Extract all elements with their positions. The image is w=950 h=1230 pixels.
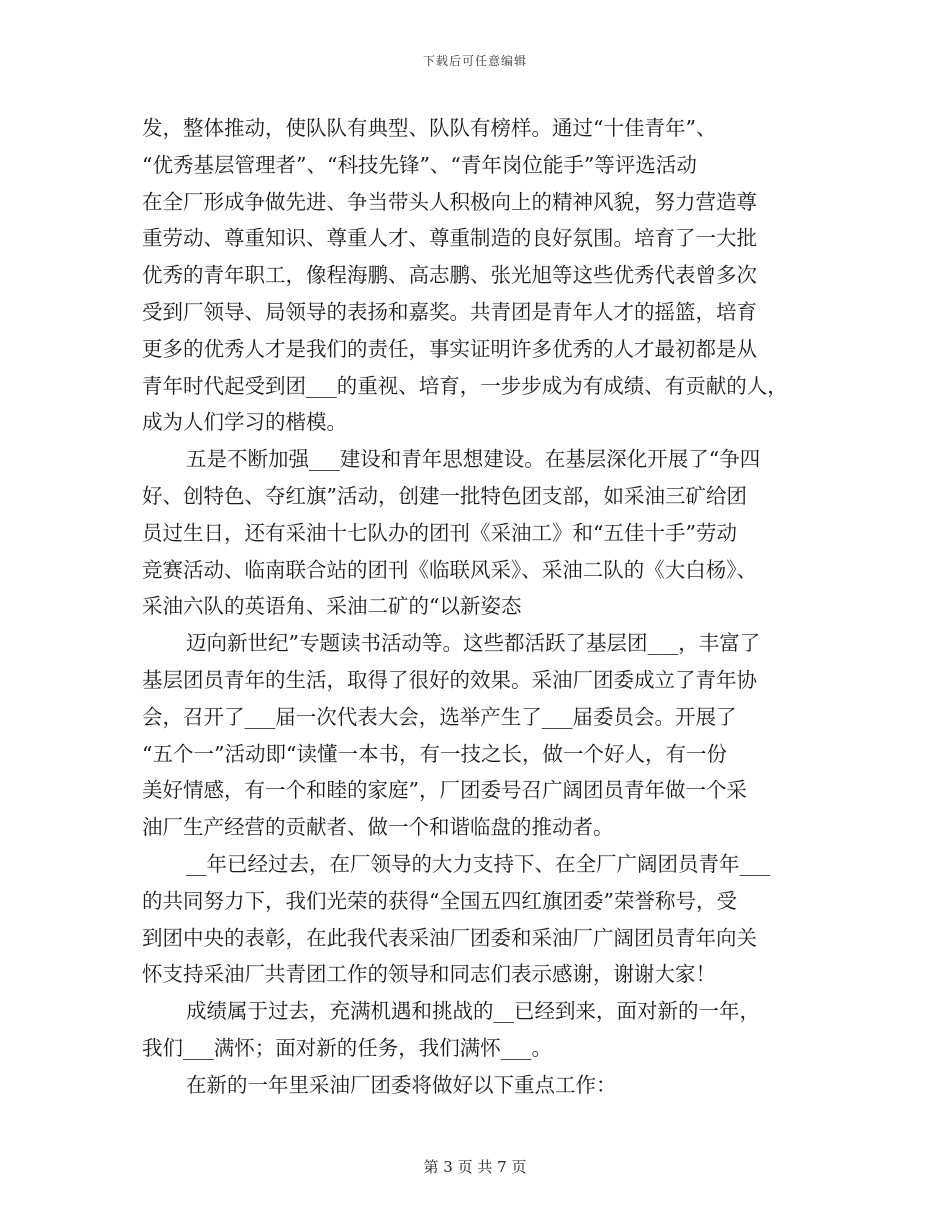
text-line: 更多的优秀人才是我们的责任，事实证明许多优秀的人才最初都是从 [142, 336, 757, 361]
text-line: 到团中央的表彰，在此我代表采油厂团委和采油厂广阔团员青年向关 [142, 925, 757, 950]
text-line: 五是不断加强___建设和青年思想建设。在基层深化开展了“争四 [186, 447, 761, 472]
text-line: 怀支持采油厂共青团工作的领导和同志们表示感谢，谢谢大家！ [142, 962, 716, 987]
text-line: 好、创特色、夺红旗”活动，创建一批特色团支部，如采油三矿给团 [142, 483, 747, 508]
text-line: 油厂生产经营的贡献者、做一个和谐临盘的推动者。 [142, 815, 614, 840]
text-line: 成绩属于过去，充满机遇和挑战的__已经到来，面对新的一年， [186, 999, 760, 1024]
text-line: 竞赛活动、临南联合站的团刊《临联风采》、采油二队的《大白杨》、 [142, 557, 757, 582]
page-header-note: 下载后可任意编辑 [422, 54, 527, 68]
text-line: 基层团员青年的生活，取得了很好的效果。采油厂团委成立了青年协 [142, 667, 757, 692]
document-body [142, 110, 814, 1104]
text-line: 美好情感，有一个和睦的家庭”，厂团委号召广阔团员青年做一个采 [142, 778, 747, 803]
text-line: 重劳动、尊重知识、尊重人才、尊重制造的良好氛围。培育了一大批 [142, 226, 757, 251]
page-number-footer: 第 3 页 共 7 页 [423, 1158, 527, 1176]
text-line: 员过生日，还有采油十七队办的团刊《采油工》和“五佳十手”劳动 [142, 520, 737, 545]
text-line: 发，整体推动，使队队有典型、队队有榜样。通过“十佳青年”、 [142, 116, 717, 140]
text-line: 青年时代起受到团___的重视、培育，一步步成为有成绩、有贡献的人， [142, 373, 788, 398]
text-line: “优秀基层管理者”、“科技先锋”、“青年岗位能手”等评选活动 [142, 152, 697, 177]
text-line: 迈向新世纪”专题读书活动等。这些都活跃了基层团___，丰富了 [186, 631, 761, 656]
text-line: 成为人们学习的楷模。 [142, 410, 347, 435]
text-line: 的共同努力下，我们光荣的获得“全国五四红旗团委”荣誉称号，受 [142, 888, 737, 913]
text-line: __年已经过去，在厂领导的大力支持下、在全厂广阔团员青年___ [186, 851, 771, 876]
text-line: 在新的一年里采油厂团委将做好以下重点工作： [186, 1072, 617, 1097]
text-line: “五个一”活动即“读懂一本书，有一技之长，做一个好人，有一份 [142, 741, 727, 766]
text-line: 采油六队的英语角、采油二矿的“以新姿态 [142, 594, 522, 619]
text-line: 会，召开了___届一次代表大会，选举产生了___届委员会。开展了 [142, 704, 737, 729]
text-line: 我们___满怀；面对新的任务，我们满怀___。 [142, 1035, 552, 1060]
text-line: 在全厂形成争做先进、争当带头人积极向上的精神风貌，努力营造尊 [142, 189, 757, 214]
text-line: 受到厂领导、局领导的表扬和嘉奖。共青团是青年人才的摇篮，培育 [142, 299, 757, 324]
text-line: 优秀的青年职工，像程海鹏、高志鹏、张光旭等这些优秀代表曾多次 [142, 263, 757, 288]
